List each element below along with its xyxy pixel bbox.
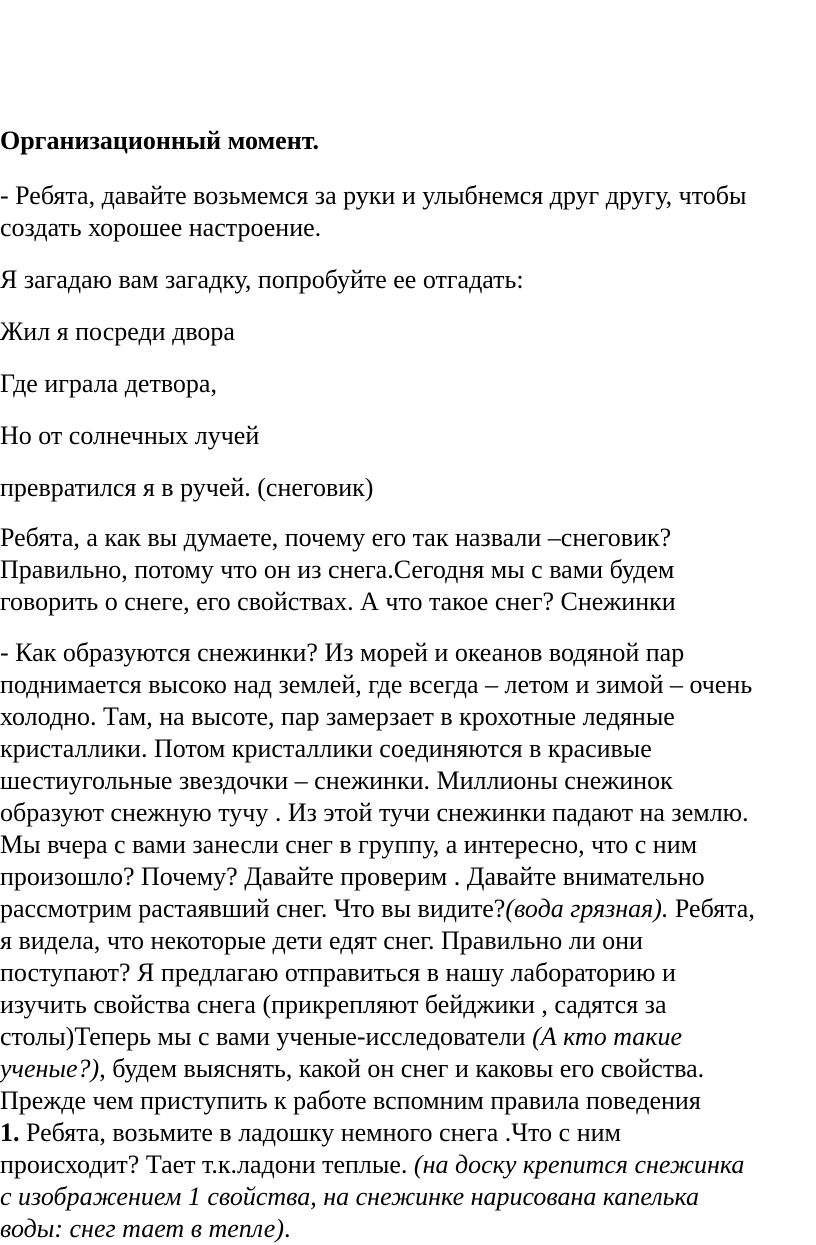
paragraph-2-line-3: холодно. Там, на высоте, пар замерзает в крохотные ледяные — [0, 702, 675, 731]
paragraph-2-line-5: шестиугольные звездочки – снежинки. Миллионы снежинок — [0, 766, 673, 795]
paragraph-1-line-1: Ребята, а как вы думаете, почему его так назвали –снеговик? — [0, 523, 672, 552]
paragraph-2-line-12: изучить свойства снега (прикрепляют бейджики , садятся за — [0, 990, 667, 1019]
line-13-text: столы)Теперь мы с вами ученые-исследователи — [0, 1022, 533, 1051]
line-18-italic: с изображением 1 свойства, на снежинке нарисована капелька — [0, 1182, 700, 1211]
line-14-italic: ученые?) — [0, 1054, 100, 1083]
line-16-text: Ребята, возьмите в ладошку немного снега .Что с ним — [19, 1118, 621, 1147]
paragraph-2-line-13 — [0, 1021, 755, 1053]
greeting-line-2: создать хорошее настроение. — [0, 213, 322, 242]
riddle-intro: Я загадаю вам загадку, попробуйте ее отгадать: — [0, 265, 524, 294]
paragraph-2-line-17 — [0, 1149, 755, 1181]
paragraph-2-line-4: кристаллики. Потом кристаллики соединяются в красивые — [0, 734, 652, 763]
riddle-line-3: Но от солнечных лучей — [0, 421, 260, 450]
greeting-line-1: - Ребята, давайте возьмемся за руки и улыбнемся друг другу, чтобы — [0, 181, 747, 210]
line-16-number: 1. — [0, 1118, 20, 1147]
paragraph-2-line-6: образуют снежную тучу . Из этой тучи снежинки падают на землю. — [0, 798, 749, 827]
paragraph-2-line-11: поступают? Я предлагаю отправиться в нашу лабораторию и — [0, 958, 676, 987]
line-17-text: происходит? Тает т.к.ладони теплые. — [0, 1150, 414, 1179]
paragraph-2 — [0, 637, 755, 1245]
greeting-paragraph — [0, 180, 746, 244]
paragraph-2-line-19 — [0, 1213, 755, 1245]
paragraph-2-line-15: Прежде чем приступить к работе вспомним правила поведения — [0, 1086, 701, 1115]
paragraph-2-line-18 — [0, 1181, 755, 1213]
line-13-italic: (А кто такие — [532, 1022, 682, 1051]
paragraph-2-line-8: произошло? Почему? Давайте проверим . Давайте внимательно — [0, 862, 705, 891]
paragraph-2-line-1: - Как образуются снежинки? Из морей и океанов водяной пар — [0, 638, 685, 667]
paragraph-2-line-7: Мы вчера с вами занесли снег в группу, а интересно, что с ним — [0, 830, 698, 859]
riddle-line-1: Жил я посреди двора — [0, 317, 235, 346]
paragraph-1-line-2: Правильно, потому что он из снега.Сегодня мы с вами будем — [0, 555, 675, 584]
line-19-end: . — [284, 1214, 291, 1243]
line-9-text: рассмотрим растаявший снег. Что вы видите? — [0, 894, 506, 923]
riddle-line-4: превратился я в ручей. (снеговик) — [0, 473, 374, 502]
line-9-end: Ребята, — [668, 894, 755, 923]
line-19-italic: воды: снег тает в тепле) — [0, 1214, 284, 1243]
heading: Организационный момент. — [0, 126, 320, 155]
paragraph-2-line-10: я видела, что некоторые дети едят снег. Правильно ли они — [0, 926, 643, 955]
riddle-line-2: Где играла детвора, — [0, 369, 217, 398]
paragraph-1-line-3: говорить о снеге, его свойствах. А что такое снег? Снежинки — [0, 587, 676, 616]
line-9-italic: (вода грязная). — [505, 894, 669, 923]
paragraph-2-line-14 — [0, 1053, 755, 1085]
paragraph-1 — [0, 522, 676, 618]
paragraph-2-line-2: поднимается высоко над землей, где всегда – летом и зимой – очень — [0, 670, 753, 699]
paragraph-2-line-9 — [0, 893, 755, 925]
paragraph-2-line-16 — [0, 1117, 755, 1149]
line-17-italic: (на доску крепится снежинка — [413, 1150, 745, 1179]
line-14-text: , будем выяснять, какой он снег и каковы его свойства. — [99, 1054, 705, 1083]
